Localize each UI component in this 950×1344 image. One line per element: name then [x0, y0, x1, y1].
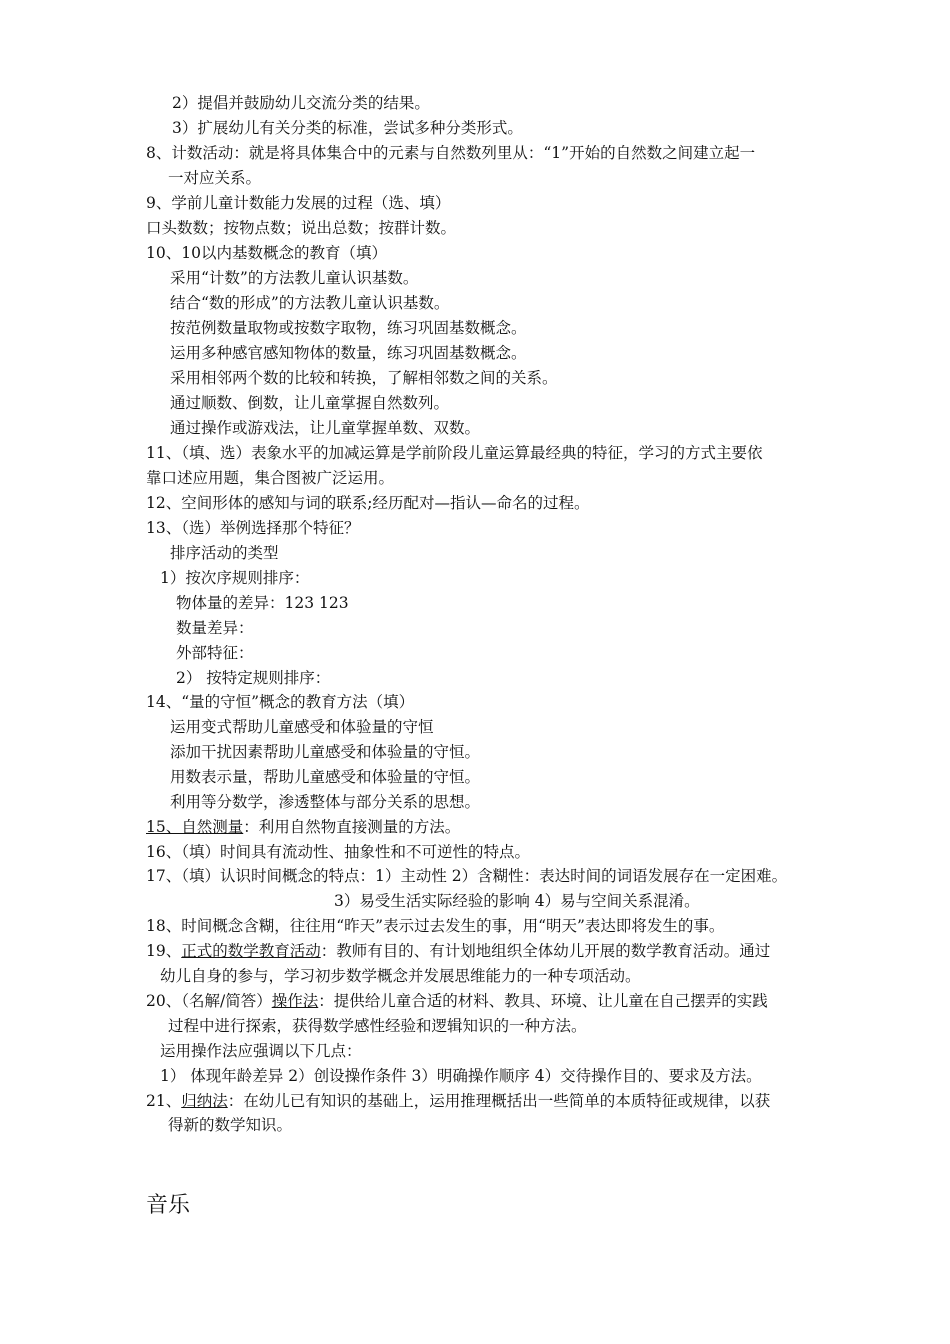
text-line: 结合“数的形成”的方法教儿童认识基数。 [170, 294, 450, 312]
text-line [146, 989, 768, 1014]
section-heading: 音乐 [146, 1193, 191, 1218]
term-underlined: 归纳法 [181, 1092, 228, 1110]
text-line: 通过操作或游戏法，让儿童掌握单数、双数。 [170, 419, 481, 437]
text-line [146, 939, 770, 964]
text-line: 口头数数；按物点数；说出总数；按群计数。 [146, 219, 457, 237]
text-line: 16、（填）时间具有流动性、抽象性和不可逆性的特点。 [146, 843, 530, 861]
text-span: ：教师有目的、有计划地组织全体幼儿开展的数学教育活动。通过 [320, 942, 771, 960]
text-line: 通过顺数、倒数，让儿童掌握自然数列。 [170, 394, 450, 412]
term-underlined: 15、自然测量 [146, 818, 244, 836]
text-span: ：利用自然物直接测量的方法。 [243, 818, 461, 836]
text-line: 采用“计数”的方法教儿童认识基数。 [170, 269, 419, 287]
text-span: 19、 [146, 942, 182, 960]
text-line [146, 815, 460, 840]
term-underlined: 正式的数学教育活动 [181, 942, 321, 960]
text-line: 运用变式帮助儿童感受和体验量的守恒 [170, 718, 434, 736]
text-line: 排序活动的类型 [170, 544, 279, 562]
text-line: 采用相邻两个数的比较和转换，了解相邻数之间的关系。 [170, 369, 558, 387]
text-line: 过程中进行探索，获得数学感性经验和逻辑知识的一种方法。 [168, 1017, 587, 1035]
text-line: 一对应关系。 [168, 169, 262, 187]
text-span: 21、 [146, 1092, 182, 1110]
text-line: 13、（选）举例选择那个特征？ [146, 519, 360, 537]
text-line: 18、时间概念含糊，往往用“昨天”表示过去发生的事，用“明天”表达即将发生的事。 [146, 917, 725, 935]
text-line: 3）易受生活实际经验的影响 4）易与空间关系混淆。 [334, 892, 700, 910]
text-span: ：提供给儿童合适的材料、教具、环境、让儿童在自己摆弄的实践 [318, 992, 768, 1010]
text-line: 得新的数学知识。 [168, 1116, 293, 1134]
text-line: 14、“量的守恒”概念的教育方法（填） [146, 693, 415, 711]
text-line: 按范例数量取物或按数字取物，练习巩固基数概念。 [170, 319, 527, 337]
text-line: 8、计数活动：就是将具体集合中的元素与自然数列里从：“1”开始的自然数之间建立起一 [146, 144, 756, 162]
text-line: 1）按次序规则排序： [160, 569, 310, 587]
text-line [146, 1089, 770, 1114]
text-line: 2）提倡并鼓励幼儿交流分类的结果。 [172, 94, 430, 112]
text-line: 靠口述应用题，集合图被广泛运用。 [146, 469, 395, 487]
text-line: 运用操作法应强调以下几点： [160, 1042, 362, 1060]
text-line: 物体量的差异：123 123 [176, 594, 349, 612]
text-line: 1） 体现年龄差异 2）创设操作条件 3）明确操作顺序 4）交待操作目的、要求及方法。 [160, 1067, 762, 1085]
text-line: 3）扩展幼儿有关分类的标准，尝试多种分类形式。 [172, 119, 523, 137]
text-line: 11、（填、选）表象水平的加减运算是学前阶段儿童运算最经典的特征，学习的方式主要依 [146, 444, 763, 462]
text-line: 12、空间形体的感知与词的联系;经历配对—指认—命名的过程。 [146, 494, 590, 512]
text-line: 10、10以内基数概念的教育（填） [146, 244, 387, 262]
text-line: 利用等分数学，渗透整体与部分关系的思想。 [170, 793, 481, 811]
text-line: 外部特征： [176, 644, 254, 662]
text-span: ：在幼儿已有知识的基础上，运用推理概括出一些简单的本质特征或规律，以获 [227, 1092, 771, 1110]
text-line: 幼儿自身的参与，学习初步数学概念并发展思维能力的一种专项活动。 [160, 967, 641, 985]
text-line: 运用多种感官感知物体的数量，练习巩固基数概念。 [170, 344, 527, 362]
text-line: 用数表示量，帮助儿童感受和体验量的守恒。 [170, 768, 481, 786]
term-underlined: 操作法 [271, 992, 319, 1010]
text-line: 添加干扰因素帮助儿童感受和体验量的守恒。 [170, 743, 481, 761]
text-line: 数量差异： [176, 619, 254, 637]
text-line: 17、（填）认识时间概念的特点：1）主动性 2）含糊性：表达时间的词语发展存在一定困难。 [146, 867, 788, 885]
text-span: 20、（名解/简答） [146, 992, 272, 1010]
text-line: 2） 按特定规则排序： [176, 669, 331, 687]
text-line: 9、学前儿童计数能力发展的过程（选、填） [146, 194, 451, 212]
